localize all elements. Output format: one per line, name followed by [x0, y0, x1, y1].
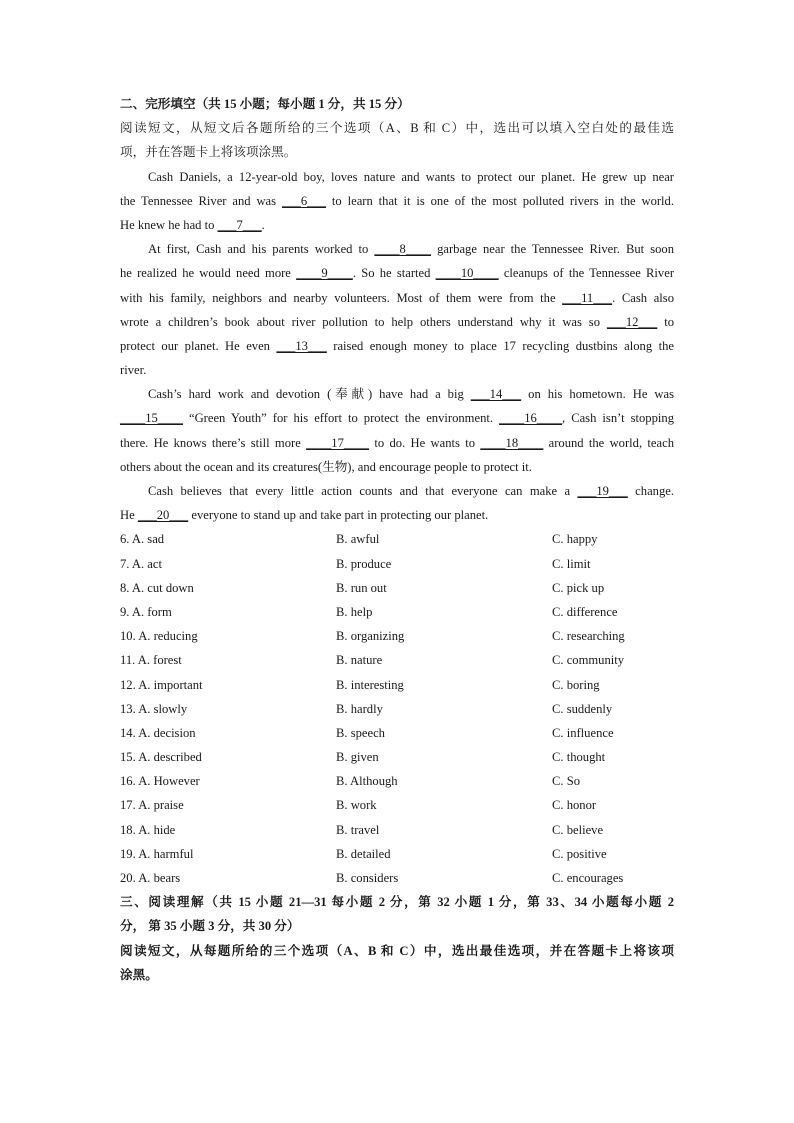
option-b: B. given	[336, 750, 379, 765]
blank-18: ____18____	[480, 435, 544, 450]
passage-text: He knew he had to	[120, 217, 218, 232]
option-b: B. help	[336, 604, 373, 619]
section3-instruction-line2: 涂黑。	[120, 967, 158, 982]
section3-title-line2: 分， 第 35 小题 3 分，共 30 分）	[120, 919, 300, 934]
option-c: C. pick up	[552, 580, 605, 595]
passage-text: around the world, teach	[543, 435, 674, 450]
option-row	[120, 673, 674, 697]
option-c: C. encourages	[552, 871, 624, 885]
blank-19: ___19___	[577, 484, 628, 498]
passage-line	[120, 286, 674, 310]
passage-text: others about the ocean and its creatures(生物), and encourage people to protect it.	[120, 459, 532, 474]
blank-8: ____8____	[374, 242, 432, 257]
option-row	[120, 769, 674, 793]
exam-content	[120, 92, 674, 987]
passage-line	[120, 165, 674, 189]
option-row	[120, 624, 674, 648]
option-a: 15. A. described	[120, 750, 202, 765]
option-c: C. So	[552, 774, 580, 789]
option-row	[120, 600, 674, 624]
section3-title-line1: 三、阅读理解（共 15 小题 21—31 每小题 2 分，第 32 小题 1 分，第 33、34 小题每小题 2	[120, 895, 674, 910]
option-row	[120, 793, 674, 817]
option-row	[120, 576, 674, 600]
passage-text: to	[657, 314, 674, 329]
blank-7: ___7___	[217, 217, 262, 232]
option-b: B. run out	[336, 580, 387, 595]
option-row	[120, 648, 674, 672]
passage-text: “Green Youth” for his effort to protect the environment.	[182, 411, 500, 426]
passage-line	[120, 382, 674, 406]
passage-text: Cash believes that every little action counts and that everyone can make a	[148, 484, 578, 498]
blank-15: ____15____	[120, 411, 183, 426]
section2-title: 二、完形填空（共 15 小题；每小题 1 分，共 15 分）	[120, 97, 410, 111]
option-a: 19. A. harmful	[120, 846, 194, 861]
passage-text: he realized he would need more	[120, 266, 297, 281]
option-b: B. nature	[336, 653, 383, 668]
option-c: C. difference	[552, 604, 618, 619]
option-a: 10. A. reducing	[120, 629, 198, 644]
option-b: B. detailed	[336, 846, 391, 861]
option-row	[120, 818, 674, 842]
option-c: C. happy	[552, 532, 598, 547]
option-c: C. boring	[552, 677, 600, 692]
blank-10: ____10____	[435, 266, 499, 281]
options-list	[120, 527, 674, 890]
passage-text: Cash Daniels, a 12-year-old boy, loves nature and wants to protect our planet. He grew up near	[148, 169, 674, 184]
passage-line	[120, 358, 674, 382]
passage-text: on his hometown. He was	[521, 387, 674, 402]
blank-20: ___20___	[137, 508, 189, 523]
option-c: C. positive	[552, 846, 607, 861]
cloze-passage	[120, 165, 674, 528]
option-c: C. thought	[552, 750, 606, 765]
passage-text: to do. He wants to	[369, 435, 481, 450]
option-a: 9. A. form	[120, 604, 172, 619]
section2-instruction-line1: 阅读短文，从短文后各题所给的三个选项（A、B 和 C）中，选出可以填入空白处的最佳选	[120, 121, 674, 136]
option-b: B. awful	[336, 532, 380, 547]
passage-line	[120, 213, 674, 237]
section2-instruction-line2: 项，并在答题卡上将该项涂黑。	[120, 145, 297, 160]
passage-line	[120, 431, 674, 455]
passage-text: garbage near the Tennessee River. But soon	[431, 242, 674, 257]
option-row	[120, 697, 674, 721]
blank-9: ____9____	[296, 266, 353, 281]
option-a: 14. A. decision	[120, 725, 196, 740]
blank-16: ____16____	[499, 411, 563, 426]
passage-text: . So he started	[352, 266, 436, 281]
option-a: 11. A. forest	[120, 653, 182, 668]
option-row	[120, 527, 674, 551]
passage-text: raised enough money to place 17 recycling dustbins along the	[326, 338, 674, 353]
option-b: B. work	[336, 798, 377, 813]
option-b: B. organizing	[336, 629, 405, 644]
option-a: 7. A. act	[120, 556, 162, 571]
passage-text: everyone to stand up and take part in protecting our planet.	[188, 508, 489, 523]
passage-text: Cash’s hard work and devotion (奉献) have had a big	[148, 387, 471, 402]
passage-text: . Cash also	[612, 290, 674, 305]
option-row	[120, 842, 674, 866]
option-a: 8. A. cut down	[120, 580, 194, 595]
option-b: B. produce	[336, 556, 392, 571]
option-b: B. speech	[336, 725, 385, 740]
passage-line	[120, 503, 674, 527]
passage-line	[120, 310, 674, 334]
blank-11: ___11___	[562, 290, 613, 305]
option-b: B. travel	[336, 822, 380, 837]
option-c: C. researching	[552, 629, 625, 644]
passage-text: the Tennessee River and was	[120, 193, 282, 208]
option-c: C. limit	[552, 556, 591, 571]
passage-line	[120, 455, 674, 479]
blank-13: ___13___	[276, 338, 327, 353]
option-row	[120, 721, 674, 745]
passage-line	[120, 406, 674, 430]
passage-text: change.	[627, 484, 674, 498]
option-c: C. honor	[552, 798, 597, 813]
passage-text: He	[120, 508, 138, 523]
blank-12: ___12___	[606, 314, 658, 329]
option-row	[120, 866, 674, 890]
passage-line	[120, 189, 674, 213]
option-a: 13. A. slowly	[120, 701, 188, 716]
passage-text: to learn that it is one of the most polluted rivers in the world.	[326, 193, 674, 208]
passage-text: with his family, neighbors and nearby volunteers. Most of them were from the	[120, 290, 563, 305]
option-b: B. hardly	[336, 701, 383, 716]
option-a: 16. A. However	[120, 774, 200, 789]
option-a: 12. A. important	[120, 677, 203, 692]
passage-text: .	[261, 217, 265, 232]
passage-line	[120, 479, 674, 503]
option-a: 6. A. sad	[120, 532, 165, 547]
option-a: 18. A. hide	[120, 822, 176, 837]
passage-line	[120, 237, 674, 261]
option-b: B. Although	[336, 774, 398, 789]
option-row	[120, 745, 674, 769]
option-a: 17. A. praise	[120, 798, 184, 813]
passage-text: At first, Cash and his parents worked to	[148, 242, 375, 257]
option-c: C. community	[552, 653, 625, 668]
section3-instruction-line1: 阅读短文，从每题所给的三个选项（A、B 和 C）中，选出最佳选项，并在答题卡上将该项	[120, 943, 674, 958]
option-row	[120, 552, 674, 576]
passage-text: protect our planet. He even	[120, 338, 277, 353]
blank-17: ____17____	[306, 435, 370, 450]
option-b: B. considers	[336, 871, 399, 885]
blank-6: ___6___	[281, 193, 327, 208]
option-a: 20. A. bears	[120, 871, 181, 885]
option-b: B. interesting	[336, 677, 404, 692]
passage-line	[120, 334, 674, 358]
option-c: C. influence	[552, 725, 614, 740]
blank-14: ___14___	[470, 387, 522, 402]
passage-text: cleanups of the Tennessee River	[498, 266, 675, 281]
passage-text: river.	[120, 363, 147, 378]
passage-line	[120, 261, 674, 285]
passage-text: there. He knows there’s still more	[120, 435, 307, 450]
passage-text: , Cash isn’t stopping	[562, 411, 674, 426]
option-c: C. believe	[552, 822, 604, 837]
option-c: C. suddenly	[552, 701, 613, 716]
passage-text: wrote a children’s book about river pollution to help others understand why it was so	[120, 314, 607, 329]
